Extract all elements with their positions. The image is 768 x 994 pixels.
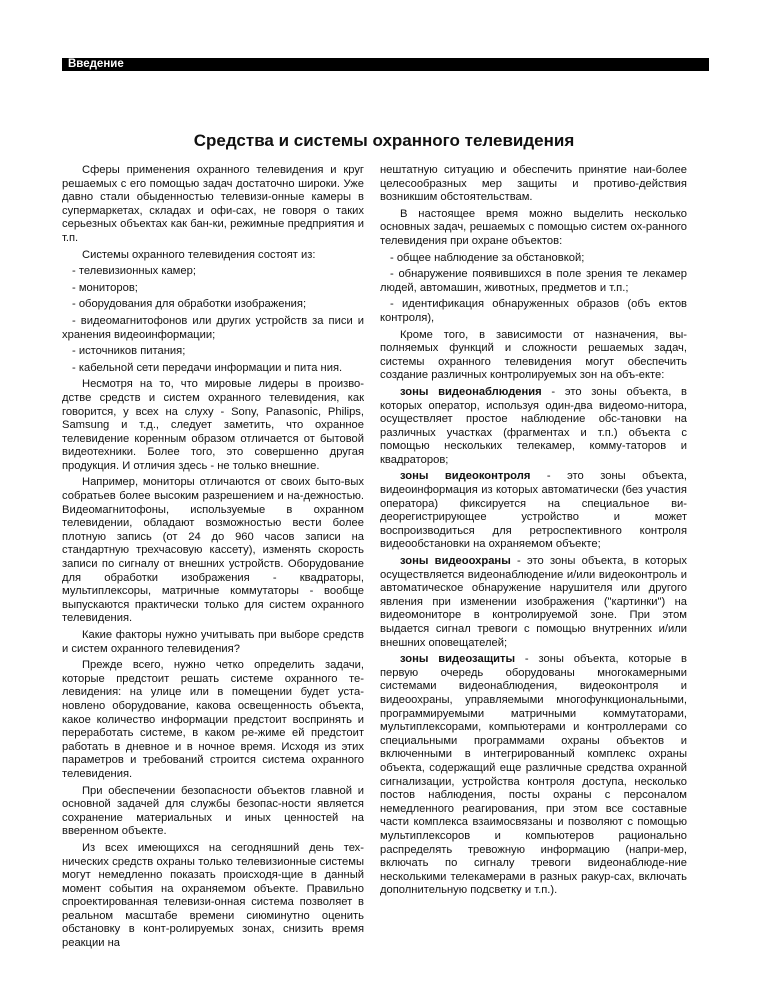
list-item — [62, 315, 364, 342]
paragraph-text: - кабельной сети передачи информации и пита ния. — [72, 361, 343, 374]
list-item — [62, 282, 364, 296]
list-item — [62, 362, 364, 376]
paragraph-text: Прежде всего, нужно четко определить задачи, которые предстоит решать системе охранного те-левидения: на улице или в помещении будет уста-новлено оборудование, какова освещенность объекта, какое количество информации предстоит воспринять и переработать системе, в каком ре-жиме ей предстоит работать в дневное и в ночное время. Исходя из этих параметров и требований строится система охранного телевидения. — [62, 659, 364, 780]
list-item — [380, 298, 687, 325]
zone-term: зоны видеоохраны — [400, 555, 511, 568]
paragraph-text: - это зоны объекта, в которых осуществляется видеонаблюдение и/или видеоконтроль и автоматическое обнаружение нарушителя или другого явления при изменении изображения ("картинки") на видеомониторе в контролируемой зоне. При этом выдается сигнал тревоги с помощью внутренних и/или внешних оповещателей; — [380, 555, 688, 649]
paragraph — [62, 842, 364, 951]
list-item — [62, 345, 364, 359]
paragraph — [380, 386, 687, 468]
paragraph-text: Несмотря на то, что мировые лидеры в произво-дстве средств и систем охранного телевидения, как говорится, у всех на слуху - Sony, Panasonic, Philips, Samsung и т.д., следует заметить, что охранное телевидение коренным образом отличается от бытовой видеотехники. Более того, это совершенно другая продукция. И отличия здесь - не только внешние. — [62, 378, 364, 472]
paragraph — [62, 378, 364, 473]
paragraph-text: - это зоны объекта, в которых оператор, используя один-два видеомо-нитора, осуществляет простое наблюдение обс-тановки на различных участках (фрагментах и т.п.) объекта с помощью нескольких телекамер, комму-таторов и квадраторов; — [380, 385, 687, 466]
paragraph-text: - обнаружение появившихся в поле зрения те лекамер людей, автомашин, животных, предметов и т.п.; — [380, 268, 687, 294]
zone-term: зоны видеонаблюдения — [400, 385, 542, 398]
paragraph — [62, 659, 364, 781]
paragraph-text: Из всех имеющихся на сегодняшний день тех-нических средств охраны только телевизионные системы могут немедленно показать происходя-щие в данный момент события на охраняемом объекте. Правильно спроектированная телевизи-онная система позволяет в реальном масштабе времени сиюминутно оценить обстановку в конт-ролируемых зонах, снизить время реакции на — [62, 841, 364, 950]
paragraph-text: - зоны объекта, которые в первую очередь оборудованы многокамерными системами видеонаблюдения, видеоконтроля и видеоохраны, управляемыми многофункциональными, программируемыми матричными коммутаторами, мультиплексорами, компьютерами и контроллерами со специальными программами охраны объектов и включенными в интегрированный комплекс охраны объекта, содержащий еще различные средства охранной сигнализации, устройства контроля доступа, несколько постов наблюдения, посты охраны с персоналом немедленного реагирования, при этом все составные части комплекса взаимосвязаны и позволяют с помощью мультиплексоров и компьютеров рационально распределять тревожную информацию (напри-мер, включать по сигналу тревоги видеонаблюде-ние несколькими телекамерами в разных ракур-сах, включать дополнительную подсветку и т.п.). — [380, 653, 687, 897]
paragraph — [380, 329, 687, 383]
paragraph-text: Сферы применения охранного телевидения и круг решаемых с его помощью задач достаточно широки. Уже давно стали обыденностью телевизи-онные камеры в супермаркетах, складах и офи-сах, не говоря о таких серьезных объектах как бан-ки, режимные предприятия и т.п. — [62, 164, 364, 244]
paragraph-text: нештатную ситуацию и обеспечить принятие наи-более целесообразных мер защиты и противо-действия возникшим обстоятельствам. — [380, 164, 687, 204]
paragraph — [62, 629, 364, 656]
paragraph-text: - это зоны объекта, видеоинформация из которых автоматически (без участия оператора) фиксируется на специальное ви-деорегистрирующее устройство и может воспроизводиться для ретроспективного контроля видеообстановки на охраняемом объекте; — [380, 470, 687, 551]
paragraph — [62, 785, 364, 839]
paragraph-text: При обеспечении безопасности объектов главной и основной задачей для службы безопас-ности является сохранение материальных и иных ценностей на вверенном объекте. — [62, 784, 364, 838]
zone-term: зоны видеозащиты — [400, 653, 516, 666]
page-title: Средства и системы охранного телевидения — [193, 131, 575, 150]
paragraph — [62, 249, 364, 263]
paragraph-text: В настоящее время можно выделить несколько основных задач, решаемых с помощью систем ох-ранного телевидения при охране объектов: — [380, 207, 687, 247]
paragraph — [380, 208, 687, 249]
paragraph — [380, 653, 687, 898]
list-item — [380, 268, 687, 295]
paragraph-text: - мониторов; — [72, 281, 138, 294]
paragraph — [380, 164, 687, 205]
paragraph-text: - общее наблюдение за обстановкой; — [390, 251, 585, 264]
paragraph-text: Системы охранного телевидения состоят из: — [82, 248, 316, 261]
section-label: Введение — [68, 58, 124, 70]
list-item — [62, 298, 364, 312]
paragraph-text: Какие факторы нужно учитывать при выборе средств и систем охранного телевидения? — [62, 629, 364, 655]
paragraph-text: Например, мониторы отличаются от своих быто-вых собратьев более высоким разрешением и на-дежностью. Видеомагнитофоны, используемые в охранном телевидении, обладают возможностью вести более плотную запись (от 24 до 960 часов записи на стандартную трехчасовую кассету), изменять скорость записи по сигналу от внешних устройств. Оборудование для обработки изображения - квадраторы, мультиплексоры, матричные коммутаторы - вообще выпускаются практически только для систем охранного телевидения. — [62, 476, 364, 625]
list-item — [62, 265, 364, 279]
paragraph-text: - идентификация обнаруженных образов (объ ектов контроля), — [380, 298, 687, 324]
section-header-bar — [62, 58, 709, 71]
paragraph-text: - источников питания; — [72, 345, 186, 358]
list-item — [380, 252, 687, 266]
right-text-column — [380, 164, 687, 901]
zone-term: зоны видеоконтроля — [400, 470, 531, 483]
paragraph — [62, 476, 364, 626]
paragraph — [380, 470, 687, 552]
paragraph-text: Кроме того, в зависимости от назначения, вы-полняемых функций и сложности решаемых задач, системы охранного телевидения могут обеспечить создание различных контролируемых зон на объ-екте: — [380, 328, 687, 382]
paragraph — [380, 555, 687, 650]
left-text-column — [62, 164, 364, 954]
paragraph-text: - видеомагнитофонов или других устройств за писи и хранения видеоинформации; — [62, 314, 364, 341]
paragraph-text: - оборудования для обработки изображения; — [72, 298, 307, 311]
paragraph — [62, 164, 364, 246]
paragraph-text: - телевизионных камер; — [72, 265, 196, 278]
